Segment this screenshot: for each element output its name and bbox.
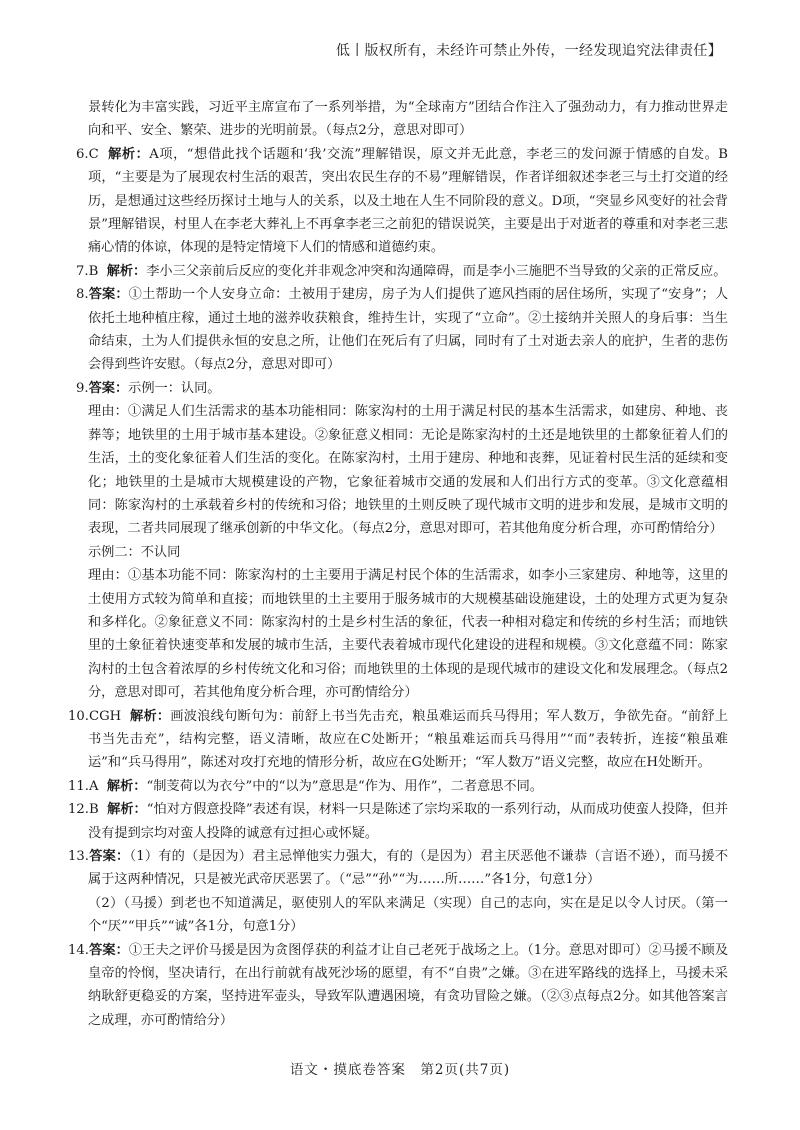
analysis-text: A项，“想借此找个话题和‘我’交流”理解错误，原文并无此意，李老三的发问源于情感的自发。B项，“主要是为了展现农村生活的艰苦，突出农民生存的不易”理解错误，作者详细叙述李老三与土打交道的经历，是想通过这些经历探讨土地与人的关系，以及土地在人生不同阶段的意义。D项，“突显乡风变好的社会背景”理解错误，村里人在李老大葬礼上不再拿李老三之前犯的错误说笑，主要是出于对逝者的尊重和对李老三悲痛心情的体谅，体现的是特定情境下人们的情感和道德约束。 xyxy=(88,146,728,256)
question-number: 14. xyxy=(68,942,89,958)
question-number: 9. xyxy=(76,380,89,396)
question-8 xyxy=(76,283,729,377)
answer-letter: B xyxy=(88,263,99,279)
analysis-label: 解析： xyxy=(108,146,150,162)
example-one-body: 理由：①满足人们生活需求的基本功能相同：陈家沟村的土用于满足村民的基本生活需求，如建房、种地、丧葬等；地铁里的土用于城市基本建设。②象征意义相同：无论是陈家沟村的土还是地铁里的土都象征着人们的生活，土的变化象征着人们生活的变化。在陈家沟村，土用于建房、种地和丧葬，见证着村民生活的延续和变化；地铁里的土是城市大规模建设的产物，它象征着城市交通的发展和人们出行方式的变革。③文化意蕴相同：陈家沟村的土承载着乡村的传统和习俗；地铁里的土则反映了现代城市文明的进步和发展，是城市文明的表现，二者共同展现了继承创新的中华文化。（每点2分，意思对即可，若其他角度分析合理，亦可酌情给分） xyxy=(88,404,728,537)
analysis-label: 解析： xyxy=(106,263,147,279)
answer-content xyxy=(68,96,729,1032)
answer-letter: CGH xyxy=(88,708,122,724)
question-6 xyxy=(76,143,728,260)
answer-label: 答案： xyxy=(88,380,129,396)
example-two-body: 理由：①基本功能不同：陈家沟村的土主要用于满足村民个体的生活需求，如李小三家建房、种地等，这里的土使用方式较为简单和直接；而地铁里的土主要用于服务城市的大规模基础设施建设，土的处理方式更为复杂和多样化。②象征意义不同：陈家沟村的土是乡村生活的象征，代表一种相对稳定和传统的乡村生活；而地铁里的土象征着快速变革和发展的城市生活，主要代表着城市现代化建设的进程和规模。③文化意蕴不同：陈家沟村的土包含着浓厚的乡村传统文化和习俗；而地铁里的土体现的是现代城市的建设文化和发展理念。（每点2分，意思对即可，若其他角度分析合理，亦可酌情给分） xyxy=(88,568,728,701)
example-one-heading: 示例一：认同。 xyxy=(128,380,221,396)
question-10 xyxy=(68,705,728,775)
analysis-label: 解析： xyxy=(130,708,171,724)
question-number: 11. xyxy=(68,778,89,794)
question-12 xyxy=(68,798,729,845)
copyright-header: 低丨版权所有，未经许可禁止外传，一经发现追究法律责任】 xyxy=(335,43,722,59)
question-13 xyxy=(68,845,729,892)
answer-letter: B xyxy=(88,802,99,818)
answer-letter: A xyxy=(88,778,99,794)
question-number: 7. xyxy=(76,263,89,279)
analysis-text: 画波浪线句断句为：前舒上书当先击充，粮虽难运而兵马得用；军人数万，争欲先奋。“前舒上书当先击充”，结构完整，语义清晰，故应在C处断开；“粮虽难运而兵马得用”“而”表转折，连接“粮虽难运”和“兵马得用”，陈述对攻打充地的情形分析，故应在G处断开；“军人数万”语义完整，故应在H处断开。 xyxy=(88,708,728,771)
question-number: 13. xyxy=(68,849,89,864)
answer-label: 答案： xyxy=(88,287,129,303)
answer-label: 答案： xyxy=(88,942,129,958)
question-number: 12. xyxy=(68,802,89,818)
answer-text-part-1: （1）有的（是因为）君主忌惮他实力强大，有的（是因为）君主厌恶他不谦恭（言语不逊），而马援不属于这两种情况，只是被光武帝厌恶罢了。（“忌”“孙”“为……所……”各1分，句意1分） xyxy=(88,849,729,888)
answer-text: ①土帮助一个人安身立命：土被用于建房，房子为人们提供了遮风挡雨的居住场所，实现了“安身”；人依托土地种植庄稼，通过土地的滋养收获粮食，维持生计，实现了“立命”。②土接纳并关照人的身后事：当生命结束，土为人们提供永恒的安息之所，让他们在死后有了归属，同时有了土对逝去亲人的庇护，生者的悲伤会得到些许安慰。（每点2分，意思对即可） xyxy=(88,287,729,373)
question-11 xyxy=(68,775,728,798)
example-two-heading: 示例二：不认同 xyxy=(88,544,181,560)
answer-text: ①王夫之评价马援是因为贪图俘获的利益才让自己老死于战场之上。（1分。意思对即可）②马援不顾及皇帝的怜悯，坚决请行，在出行前就有战死沙场的愿望，有不“自贵”之嫌。③在进军路线的选择上，马援未采纳耿舒更稳妥的方案，坚持进军壶头，导致军队遭遇困境，有贪功冒险之嫌。（②③点每点2分。如其他答案言之成理，亦可酌情给分） xyxy=(88,942,729,1028)
question-14 xyxy=(68,939,729,1033)
analysis-text: 李小三父亲前后反应的变化并非观念冲突和沟通障碍，而是李小三施肥不当导致的父亲的正常反应。 xyxy=(146,263,727,279)
page-footer: 语文・摸底卷答案 第2页(共7页) xyxy=(289,1062,511,1078)
analysis-label: 解析： xyxy=(106,778,147,794)
answer-letter: C xyxy=(88,146,99,162)
analysis-text: “制芰荷以为衣兮”中的“以为”意思是“作为、用作”，二者意思不同。 xyxy=(146,778,543,794)
question-7 xyxy=(76,260,728,283)
question-number: 8. xyxy=(76,287,89,303)
question-number: 6. xyxy=(76,146,89,162)
answer-label: 答案： xyxy=(88,849,130,864)
analysis-text: “怕对方假意投降”表述有误，材料一只是陈述了宗均采取的一系列行动，从而成功使蛮人投降，但并没有提到宗均对蛮人投降的诚意有过担心或怀疑。 xyxy=(88,802,729,841)
question-number: 10. xyxy=(68,708,89,724)
answer-text-part-2: （2）（马援）到老也不知道满足，驱使别人的军队来满足（实现）自己的志向，实在是足以令人讨厌。（第一个“厌”“甲兵”“诚”各1分，句意1分） xyxy=(88,895,728,935)
analysis-label: 解析： xyxy=(107,802,147,818)
question-9 xyxy=(76,377,728,400)
intro-paragraph: 景转化为丰富实践，习近平主席宣布了一系列举措，为“全球南方”团结合作注入了强劲动力，有力推动世界走向和平、安全、繁荣、进步的光明前景。（每点2分，意思对即可） xyxy=(88,100,728,139)
